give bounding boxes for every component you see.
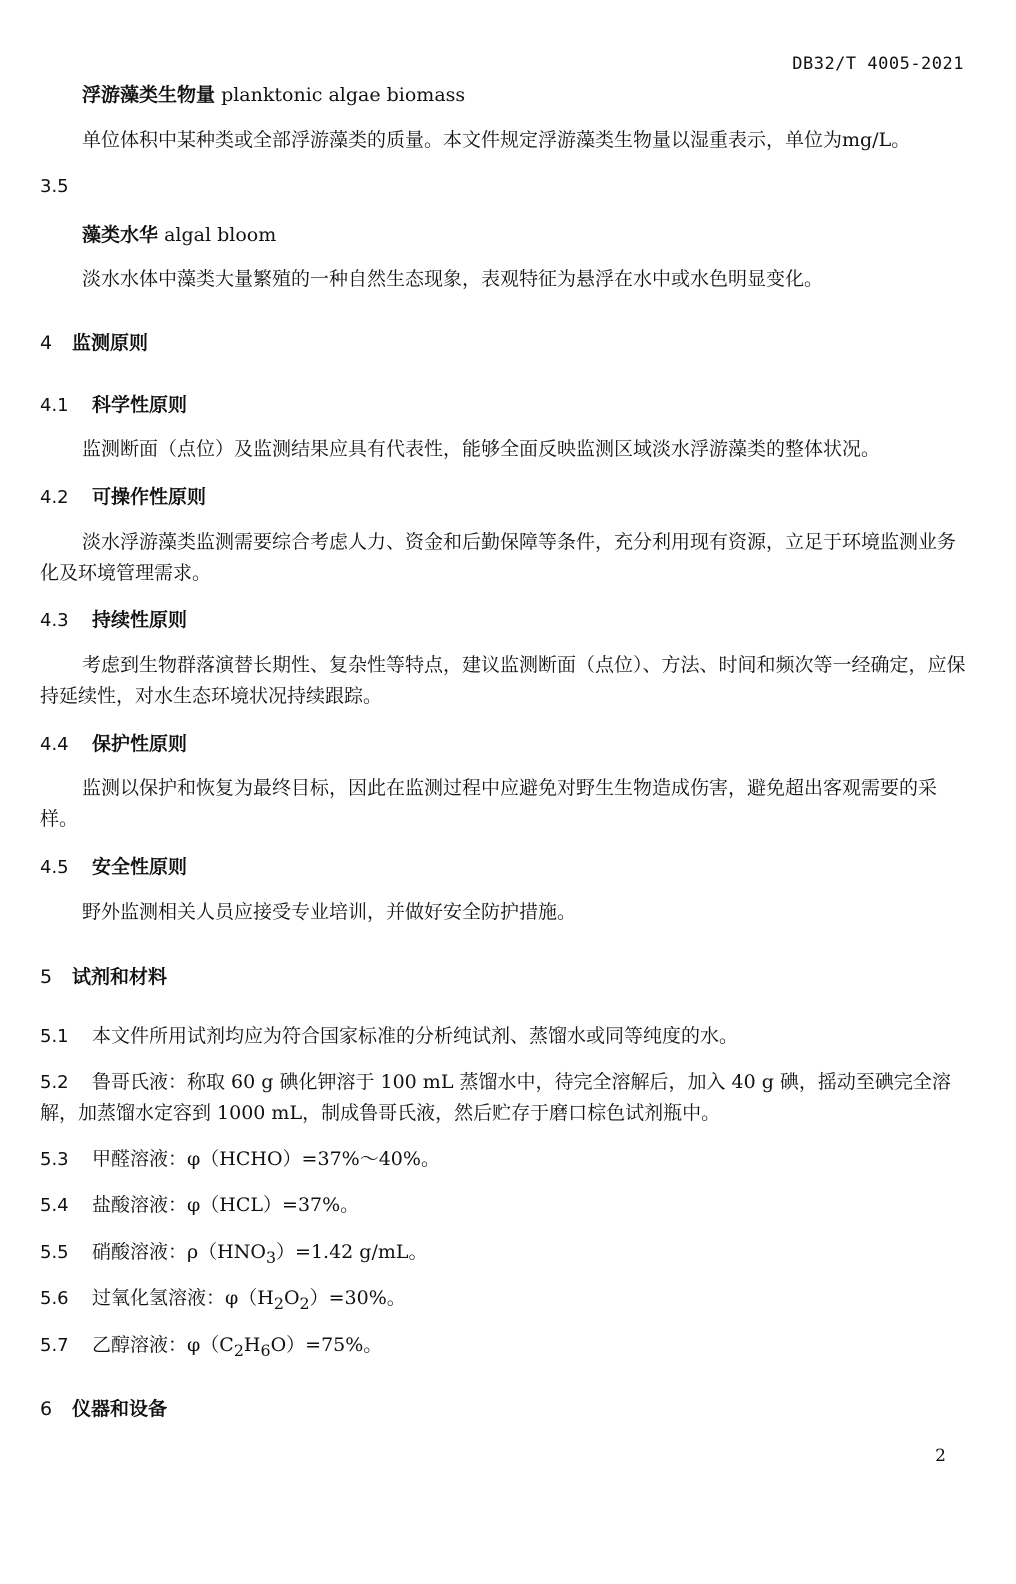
subsection-4-1-number: 4.1 (40, 395, 69, 416)
term-3-5-title: 藻类水华 (82, 224, 159, 246)
subsection-4-3-number: 4.3 (40, 610, 69, 631)
subsection-4-3-title: 持续性原则 (92, 609, 188, 631)
section-6-heading (40, 1394, 167, 1421)
item-5-4 (40, 1190, 966, 1221)
term-3-4-heading (82, 80, 465, 107)
item-5-5 (40, 1237, 966, 1273)
subsection-4-2-title: 可操作性原则 (92, 486, 207, 508)
item-5-3-text: 甲醛溶液：φ（HCHO）=37%～40%。 (92, 1148, 440, 1170)
page-number: 2 (935, 1446, 946, 1466)
subsection-4-4-heading (40, 729, 187, 756)
item-5-6-sub1: 2 (273, 1293, 284, 1313)
document-code: DB32/T 4005-2021 (792, 54, 964, 74)
subsection-4-4-text: 监测以保护和恢复为最终目标，因此在监测过程中应避免对野生生物造成伤害，避免超出客观需要的采样。 (40, 777, 938, 830)
item-5-5-suffix: ）=1.42 g/mL。 (276, 1241, 428, 1263)
item-5-4-number: 5.4 (40, 1195, 69, 1216)
term-3-5-number: 3.5 (40, 176, 69, 197)
item-5-6-mid: O (283, 1287, 300, 1309)
subsection-4-2-heading (40, 482, 206, 509)
subsection-4-5-title: 安全性原则 (92, 856, 188, 878)
item-5-5-sub: 3 (265, 1247, 277, 1267)
item-5-6-text (92, 1287, 406, 1313)
subsection-4-4-title: 保护性原则 (92, 733, 188, 755)
subsection-4-5-text: 野外监测相关人员应接受专业培训，并做好安全防护措施。 (82, 901, 577, 923)
section-5-title: 试剂和材料 (72, 966, 168, 988)
item-5-1-number: 5.1 (40, 1026, 69, 1047)
item-5-3-number: 5.3 (40, 1149, 69, 1170)
item-5-1 (40, 1021, 966, 1052)
section-4-title: 监测原则 (72, 332, 149, 354)
term-3-4-title: 浮游藻类生物量 (82, 84, 216, 106)
item-5-2-text: 鲁哥氏液：称取 60 g 碘化钾溶于 100 mL 蒸馏水中，待完全溶解后，加入 40 g 碘，摇动至碘完全溶解，加蒸馏水定容到 1000 mL，制成鲁哥氏液，然后贮存于磨口棕色试剂瓶中。 (40, 1071, 951, 1124)
item-5-3 (40, 1144, 966, 1175)
item-5-7-sub1: 2 (233, 1340, 244, 1360)
subsection-4-1-text: 监测断面（点位）及监测结果应具有代表性，能够全面反映监测区域淡水浮游藻类的整体状况。 (82, 438, 881, 460)
subsection-4-1-heading (40, 390, 187, 417)
subsection-4-4-number: 4.4 (40, 734, 69, 755)
section-4-number: 4 (40, 332, 53, 354)
subsection-4-3-heading (40, 605, 187, 632)
item-5-2 (40, 1067, 966, 1129)
item-5-6 (40, 1283, 966, 1319)
item-5-7-mid2: O (270, 1334, 287, 1356)
item-5-6-prefix: 过氧化氢溶液：φ（H (92, 1287, 274, 1309)
item-5-6-suffix: ）=30%。 (309, 1287, 406, 1309)
subsection-4-2-text: 淡水浮游藻类监测需要综合考虑人力、资金和后勤保障等条件，充分利用现有资源，立足于环境监测业务化及环境管理需求。 (40, 531, 957, 584)
term-3-4-title-en: planktonic algae biomass (221, 84, 466, 106)
term-3-5-heading (82, 220, 276, 247)
item-5-6-number: 5.6 (40, 1288, 69, 1309)
item-5-2-number: 5.2 (40, 1072, 69, 1093)
term-3-4-definition: 单位体积中某种类或全部浮游藻类的质量。本文件规定浮游藻类生物量以湿重表示，单位为mg/L。 (82, 129, 911, 151)
item-5-5-prefix: 硝酸溶液：ρ（HNO (92, 1241, 266, 1263)
item-5-7-prefix: 乙醇溶液：φ（C (92, 1334, 234, 1356)
subsection-4-1-title: 科学性原则 (92, 394, 188, 416)
item-5-7-number: 5.7 (40, 1335, 69, 1356)
item-5-7-suffix: ）=75%。 (286, 1334, 383, 1356)
item-5-6-sub2: 2 (299, 1293, 310, 1313)
item-5-5-number: 5.5 (40, 1242, 69, 1263)
section-4-heading (40, 328, 148, 355)
item-5-4-text: 盐酸溶液：φ（HCL）=37%。 (92, 1194, 360, 1216)
subsection-4-3-text: 考虑到生物群落演替长期性、复杂性等特点，建议监测断面（点位）、方法、时间和频次等一经确定，应保持延续性，对水生态环境状况持续跟踪。 (40, 654, 966, 707)
section-5-heading (40, 962, 167, 989)
item-5-5-text (92, 1241, 428, 1267)
term-3-5-title-en: algal bloom (164, 224, 277, 246)
section-6-title: 仪器和设备 (72, 1398, 168, 1420)
subsection-4-2-number: 4.2 (40, 487, 69, 508)
item-5-7-text (92, 1334, 383, 1360)
item-5-7-sub2: 6 (260, 1340, 271, 1360)
item-5-7 (40, 1330, 966, 1366)
item-5-7-mid1: H (243, 1334, 261, 1356)
item-5-1-text: 本文件所用试剂均应为符合国家标准的分析纯试剂、蒸馏水或同等纯度的水。 (92, 1025, 739, 1047)
subsection-4-5-number: 4.5 (40, 857, 69, 878)
term-3-5-definition: 淡水水体中藻类大量繁殖的一种自然生态现象，表观特征为悬浮在水中或水色明显变化。 (82, 268, 824, 290)
subsection-4-5-heading (40, 852, 187, 879)
section-6-number: 6 (40, 1398, 53, 1420)
section-5-number: 5 (40, 966, 53, 988)
